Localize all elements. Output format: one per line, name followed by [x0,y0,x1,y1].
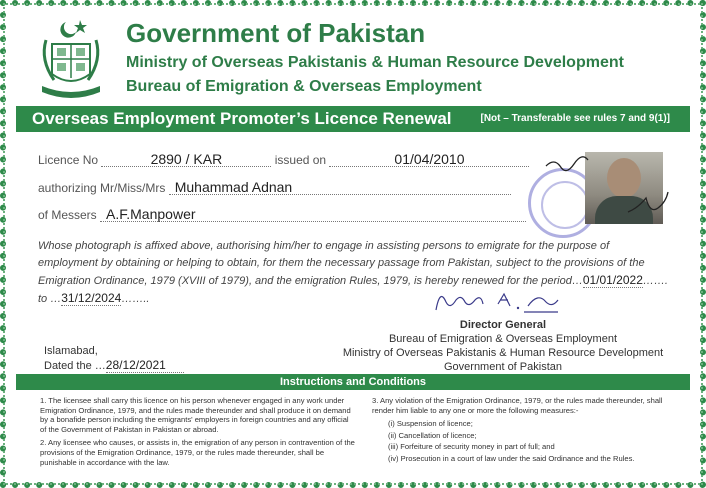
holder-name: Muhammad Adnan [169,180,511,195]
bureau-title: Bureau of Emigration & Overseas Employment [126,78,482,95]
dated-value: 28/12/2021 [106,358,184,373]
ministry-title: Ministry of Overseas Pakistanis & Human Resource Development [126,54,624,71]
measure-item: (iii) Forfeiture of security money in part of full; and [388,442,555,452]
director-general-title: Director General [459,319,547,331]
authorisation-text: Whose photograph is affixed above, authorising him/her to engage in assisting persons to emigrate for the purpose of employment by obtaining or helping to obtain, for them the necessary passage from Pakistan, subject to the provisions of the Emigration Ordinance, 1979 (XVIII of 1979), and the emigration Rules, 1979, is hereby renewed for the period [38,240,645,287]
authorizing-row [38,180,511,195]
period-to-word: to [38,293,48,305]
authorisation-paragraph: Whose photograph is affixed above, authorising him/her to engage in assisting persons to emigrate for the purpose of employment by obtaining or helping to obtain, for them the necessary passage from Pakistan, subject to the provisions of the Emigration Ordinance, 1979 (XVIII of 1979), and the emigration Rules, 1979, is hereby renewed for the period…01/01/2022……. to …31/12/2024…….. [38,240,668,305]
director-general-block [320,318,686,374]
period-from: 01/01/2022 [582,273,643,287]
instruction-item-3: 3. Any violation of the Emigration Ordinance, 1979, or the rules made thereunder, shall render him liable to any one or more the following measures:- [372,396,663,415]
place-city: Islamabad, [44,345,98,357]
period-to: 31/12/2024 [61,291,122,305]
messers-row [38,207,526,222]
instructions-bar: Instructions and Conditions [16,374,690,390]
licence-banner-title: Overseas Employment Promoter’s Licence Renewal [32,109,452,128]
authorizing-label: authorizing Mr/Miss/Mrs [38,181,166,195]
issued-on-label: issued on [274,153,327,167]
issued-on-value: 01/04/2010 [329,152,529,167]
signatory-government: Government of Pakistan [443,361,562,373]
photo-signature-icon [544,144,674,234]
company-name: A.F.Manpower [100,207,526,222]
licence-banner [16,106,690,132]
government-title: Government of Pakistan [126,18,426,48]
dated-row: Dated the …28/12/2021 [44,358,184,373]
measures-list [388,419,672,463]
measure-item: (i) Suspension of licence; [388,419,473,429]
licence-no-row [38,152,529,167]
place-date-block [44,344,184,373]
messers-label: of Messers [38,208,97,222]
signatory-bureau: Bureau of Emigration & Overseas Employment [388,333,618,345]
director-signature-icon [432,284,562,320]
instruction-item-2: 2. Any licensee who causes, or assists in, the emigration of any person in contravention of the provisions of the Emigration Ordinance, 1979, or the rules made thereunder, shall be punishable in accordance with the law. [40,438,355,467]
signatory-ministry: Ministry of Overseas Pakistanis & Human Resource Development [342,347,664,359]
measure-item: (ii) Cancellation of licence; [388,430,477,440]
instructions-left-column [40,396,356,471]
licence-no-label: Licence No [38,153,99,167]
dated-label: Dated the [44,360,92,372]
licence-no-value: 2890 / KAR [101,152,271,167]
licence-banner-note: [Not – Transferable see rules 7 and 9(1)] [480,113,670,124]
instruction-item-1: 1. The licensee shall carry this licence on his person whenever engaged in any work under Emigration Ordinance, 1979, and the rules made thereunder and shall produce it on demand by a bonafide person including the emigrants' employers in foreign countries and any official of the Government of Pakistan in Pakistan or abroad. [40,396,351,434]
instructions-right-column [372,396,672,466]
measure-item: (iv) Prosecution in a court of law under the said Ordinance and the Rules. [388,453,635,463]
state-emblem-icon [36,16,106,98]
